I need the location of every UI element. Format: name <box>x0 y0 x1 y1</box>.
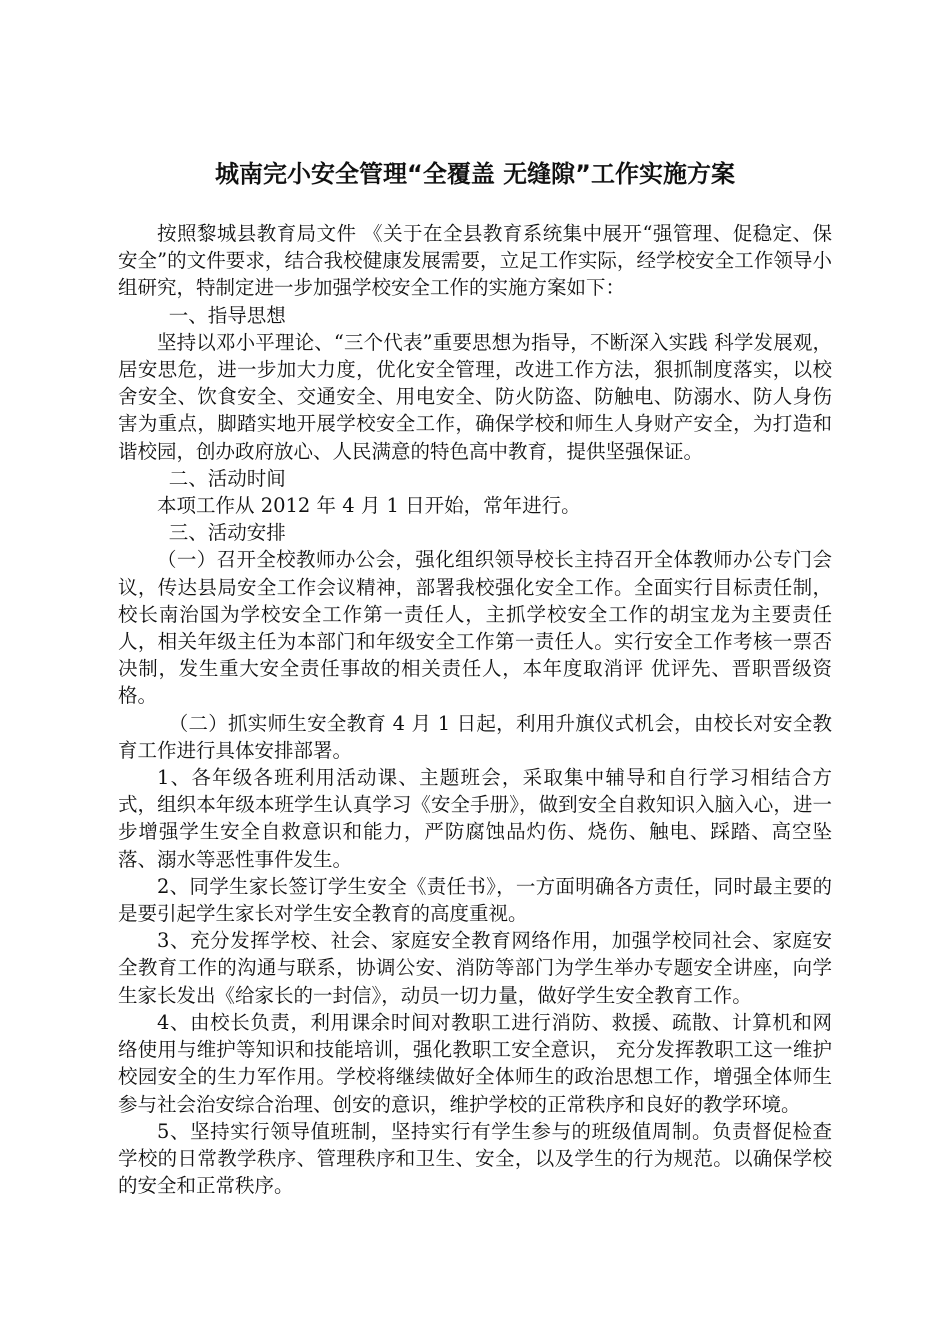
document-title: 城南完小安全管理“全覆盖 无缝隙”工作实施方案 <box>215 160 735 188</box>
arrangement-point-4: 4、由校长负责，利用课余时间对教职工进行消防、救援、疏散、计算机和网络使用与维护等知识和技能培训，强化教职工安全意识， 充分发挥教职工这一维护校园安全的生力军作用。学校将继续做好全体师生的政治思想工作，增强全体师生参与社会治安综合治理、创安的意识，维护学校的正常秩序和良好的教学环境。 <box>118 1010 832 1116</box>
section-heading-guiding-ideology: 一、指导思想 <box>168 303 286 327</box>
arrangement-item-two: （二）抓实师生安全教育 4 月 1 日起，利用升旗仪式机会，由校长对安全教育工作进行具体安排部署。 <box>118 711 832 762</box>
section-heading-activity-time: 二、活动时间 <box>168 466 286 490</box>
arrangement-point-3: 3、充分发挥学校、社会、家庭安全教育网络作用，加强学校同社会、家庭安全教育工作的沟通与联系，协调公安、消防等部门为学生举办专题安全讲座，向学生家长发出《给家长的一封信》，动员一切力量，做好学生安全教育工作。 <box>118 929 832 1007</box>
guiding-ideology-paragraph: 坚持以邓小平理论、“三个代表”重要思想为指导，不断深入实践 科学发展观，居安思危，进一步加大力度，优化安全管理，改进工作方法，狠抓制度落实，以校舍安全、饮食安全、交通安全、用电安全、防火防盗、防触电、防溺水、防人身伤害为重点，脚踏实地开展学校安全工作，确保学校和师生人身财产安全，为打造和谐校园，创办政府放心、人民满意的特色高中教育，提供坚强保证。 <box>118 330 832 463</box>
arrangement-item-one: （一）召开全校教师办公会，强化组织领导校长主持召开全体教师办公专门会议，传达县局安全工作会议精神，部署我校强化安全工作。全面实行目标责任制，校长南治国为学校安全工作第一责任人，主抓学校安全工作的胡宝龙为主要责任人，相关年级主任为本部门和年级安全工作第一责任人。实行安全工作考核一票否决制，发生重大安全责任事故的相关责任人，本年度取消评 优评先、晋职晋级资格。 <box>118 548 832 708</box>
section-heading-activity-arrangement: 三、活动安排 <box>168 521 286 545</box>
arrangement-point-1: 1、各年级各班利用活动课、主题班会，采取集中辅导和自行学习相结合方式，组织本年级本班学生认真学习《安全手册》，做到安全自救知识入脑入心，进一步增强学生安全自救意识和能力，严防腐蚀品灼伤、烧伤、触电、踩踏、高空坠落、溺水等恶性事件发生。 <box>118 766 832 871</box>
arrangement-point-2: 2、同学生家长签订学生安全《责任书》，一方面明确各方责任，同时最主要的是要引起学生家长对学生安全教育的高度重视。 <box>118 874 832 926</box>
arrangement-point-5: 5、坚持实行领导值班制，坚持实行有学生参与的班级值周制。负责督促检查学校的日常教学秩序、管理秩序和卫生、安全，以及学生的行为规范。以确保学校的安全和正常秩序。 <box>118 1119 832 1198</box>
activity-time-paragraph: 本项工作从 2012 年 4 月 1 日开始，常年进行。 <box>157 494 581 518</box>
intro-paragraph: 按照黎城县教育局文件 《关于在全县教育系统集中展开“强管理、促稳定、保安全”的文件要求，结合我校健康发展需要，立足工作实际，经学校安全工作领导小组研究，特制定进一步加强学校安全工作的实施方案如下： <box>118 222 832 300</box>
document-body <box>118 220 832 1199</box>
